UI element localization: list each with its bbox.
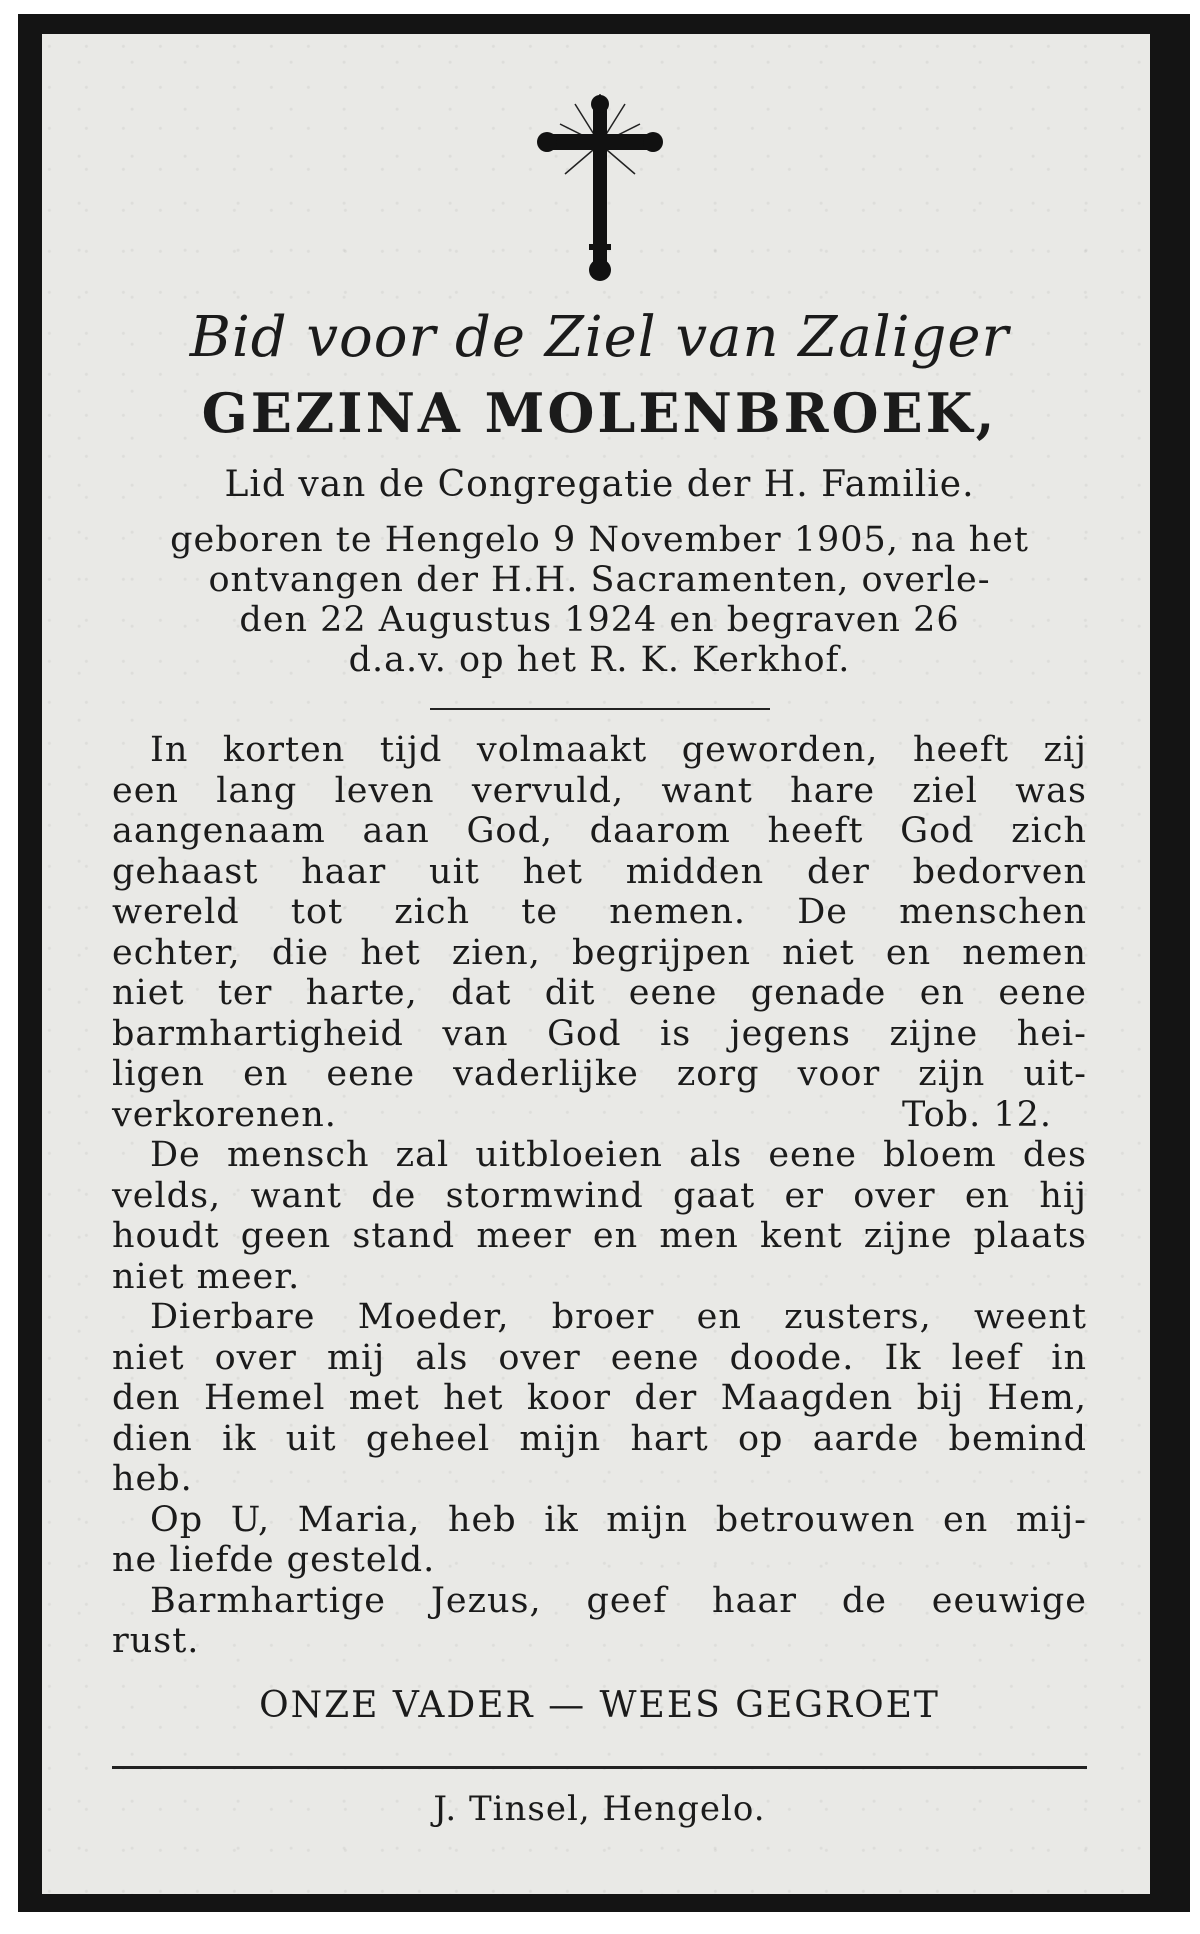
card-paper <box>42 34 1150 1894</box>
text-line: De mensch zal uitbloeien als eene bloem des <box>150 1135 1087 1175</box>
text-line: gehaast haar uit het midden der bedorven <box>112 851 1087 892</box>
text-line: dien ik uit geheel mijn hart op aarde bemind <box>112 1418 1087 1459</box>
text-line: ne liefde gesteld. <box>112 1540 436 1580</box>
membership-line: Lid van de Congregatie der H. Familie. <box>224 464 975 505</box>
divider-long <box>112 1766 1087 1769</box>
deceased-name: GEZINA MOLENBROEK, <box>201 381 998 445</box>
text-line: niet ter harte, dat dit eene genade en eene <box>112 973 1087 1013</box>
text-line: den Hemel met het koor der Maagden bij Hem, <box>112 1378 1087 1418</box>
paragraph-4 <box>112 1500 1087 1581</box>
details-line: d.a.v. op het R. K. Kerkhof. <box>348 640 851 680</box>
text-line: Dierbare Moeder, broer en zusters, weent <box>150 1297 1087 1337</box>
card-content <box>112 94 1087 1829</box>
text-line: rust. <box>112 1621 200 1661</box>
paragraph-2 <box>112 1135 1087 1297</box>
text-line: heb. <box>112 1459 193 1499</box>
invocation-heading: Bid voor de Ziel van Zaliger <box>189 305 1010 370</box>
text-line: velds, want de stormwind gaat er over en hij <box>112 1175 1087 1216</box>
text-line: Barmhartige Jezus, geef haar de eeuwige <box>150 1580 1087 1621</box>
printer-imprint: J. Tinsel, Hengelo. <box>433 1788 766 1829</box>
text-line: niet meer. <box>112 1256 301 1297</box>
text-line: niet over mij als over eene doode. Ik leef in <box>112 1337 1087 1378</box>
text-line: ligen en eene vaderlijke zorg voor zijn uit- <box>112 1054 1087 1094</box>
text-line: Op U, Maria, heb ik mijn betrouwen en mij- <box>150 1499 1087 1540</box>
text-line: een lang leven vervuld, want hare ziel was <box>112 770 1087 811</box>
paragraph-5 <box>112 1581 1087 1662</box>
prayer-line: ONZE VADER — WEES GEGROET <box>259 1684 940 1726</box>
crucifix-icon <box>535 94 665 284</box>
scripture-reference: Tob. 12. <box>901 1094 1052 1135</box>
details-line: den 22 Augustus 1924 en begraven 26 <box>239 600 960 640</box>
text-line: In korten tijd volmaakt geworden, heeft zij <box>150 730 1087 770</box>
text-line: barmhartigheid van God is jegens zijne hei- <box>112 1013 1087 1054</box>
details-line: ontvangen der H.H. Sacramenten, overle- <box>208 560 991 600</box>
divider-short <box>430 708 770 710</box>
paragraph-3 <box>112 1297 1087 1500</box>
text-line: aangenaam aan God, daarom heeft God zich <box>112 811 1087 851</box>
text-line: wereld tot zich te nemen. De menschen <box>112 892 1087 932</box>
text-line: echter, die het zien, begrijpen niet en nemen <box>112 932 1087 973</box>
text-line: houdt geen stand meer en men kent zijne plaats <box>112 1216 1087 1256</box>
details-line: geboren te Hengelo 9 November 1905, na het <box>170 520 1029 560</box>
body-text <box>112 730 1087 1662</box>
memorial-card <box>18 14 1190 1912</box>
reference-line <box>112 1095 1087 1136</box>
life-details <box>112 520 1087 680</box>
text-line: verkorenen. <box>112 1094 337 1135</box>
paragraph-1 <box>112 730 1087 1135</box>
